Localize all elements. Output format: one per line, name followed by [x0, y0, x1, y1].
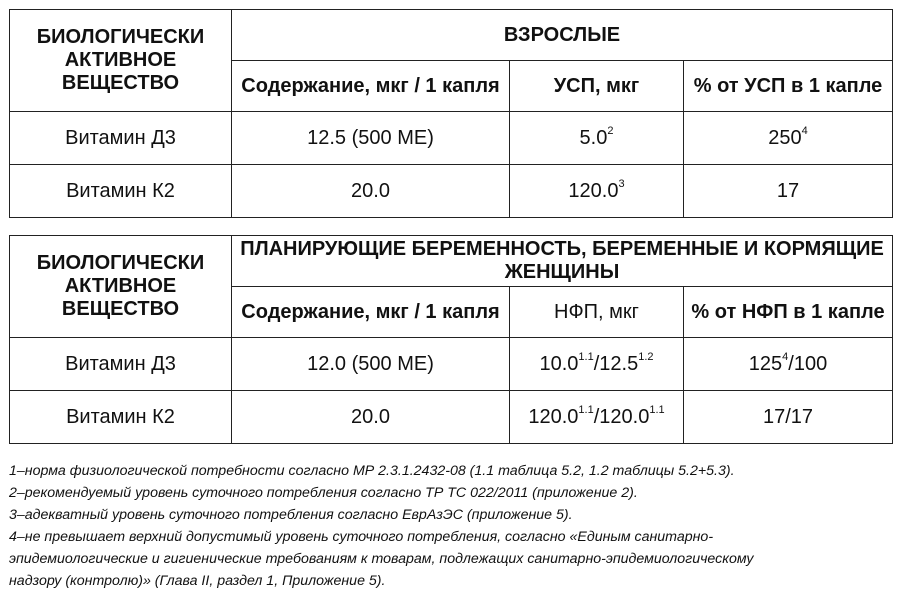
norm-value: $10.0^{1.1}/12.5^{1.2}$: [510, 338, 684, 391]
substance-name: Витамин Д3: [10, 112, 232, 165]
percent-value: $125^4/100$: [684, 338, 893, 391]
column-header-norm: НФП, мкг: [510, 287, 684, 338]
percent-value: $250^4$: [684, 112, 893, 165]
percent-value: 17/17: [684, 391, 893, 444]
group-title: ВЗРОСЛЫЕ: [232, 10, 893, 61]
table-row: [10, 112, 893, 165]
footnote: 4–не превышает верхний допустимый уровень суточного потребления, согласно «Единым санитарно-: [9, 529, 714, 545]
percent-value: 17: [684, 165, 893, 218]
column-header-norm: УСП, мкг: [510, 61, 684, 112]
nutrition-table: [9, 9, 893, 444]
content-value: 20.0: [232, 391, 510, 444]
column-header-percent: % от НФП в 1 капле: [684, 287, 893, 338]
group-title: ПЛАНИРУЮЩИЕ БЕРЕМЕННОСТЬ, БЕРЕМЕННЫЕ И КОРМЯЩИЕ ЖЕНЩИНЫ: [232, 236, 893, 287]
footnote: надзору (контролю)» (Глава II, раздел 1, Приложение 5).: [9, 573, 386, 589]
column-header-content: Содержание, мкг / 1 капля: [232, 61, 510, 112]
substance-name: Витамин Д3: [10, 338, 232, 391]
substance-name: Витамин К2: [10, 165, 232, 218]
footnote: 1–норма физиологической потребности согласно МР 2.3.1.2432-08 (1.1 таблица 5.2, 1.2 таблицы 5.2+5.3).: [9, 463, 735, 479]
substance-header: БИОЛОГИЧЕСКИ АКТИВНОЕ ВЕЩЕСТВО: [10, 236, 232, 338]
norm-value: $120.0^{1.1}/120.0^{1.1}$: [510, 391, 684, 444]
content-value: 12.0 (500 МЕ): [232, 338, 510, 391]
content-value: 20.0: [232, 165, 510, 218]
norm-value: 120.0$^3$: [510, 165, 684, 218]
table-row: [10, 338, 893, 391]
column-header-percent: % от УСП в 1 капле: [684, 61, 893, 112]
substance-header: БИОЛОГИЧЕСКИ АКТИВНОЕ ВЕЩЕСТВО: [10, 10, 232, 112]
footnotes: [9, 460, 889, 592]
table-row: [10, 391, 893, 444]
section-separator: [10, 218, 893, 236]
content-value: 12.5 (500 МЕ): [232, 112, 510, 165]
footnote: 3–адекватный уровень суточного потребления согласно ЕврАзЭС (приложение 5).: [9, 507, 573, 523]
norm-value: $5.0^2$: [510, 112, 684, 165]
footnote: эпидемиологические и гигиенические требованиям к товарам, подлежащих санитарно-эпидемиологическому: [9, 551, 754, 567]
table-row: [10, 165, 893, 218]
footnote: 2–рекомендуемый уровень суточного потребления согласно ТР ТС 022/2011 (приложение 2).: [9, 485, 638, 501]
column-header-content: Содержание, мкг / 1 капля: [232, 287, 510, 338]
substance-name: Витамин К2: [10, 391, 232, 444]
